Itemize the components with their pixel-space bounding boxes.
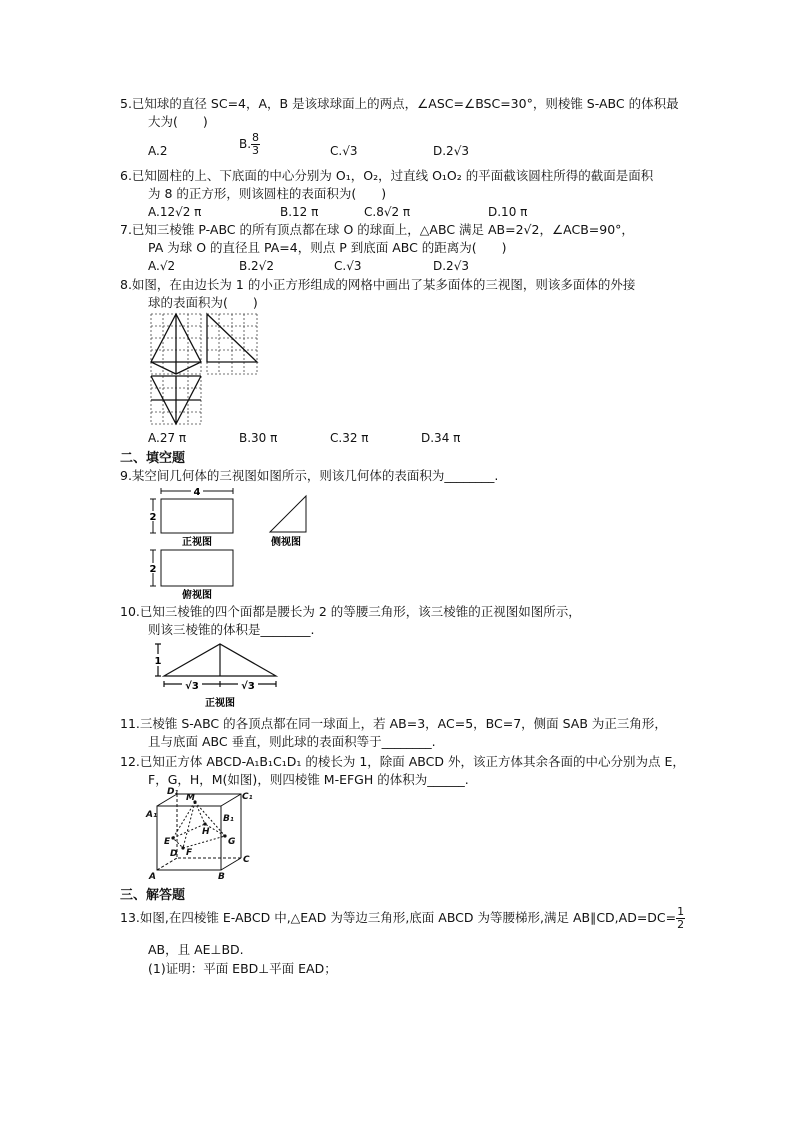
top-view-caption: 俯视图 bbox=[182, 590, 212, 600]
top-view-rect bbox=[161, 550, 233, 586]
q10-line1: 10.已知三棱锥的四个面都是腰长为 2 的等腰三角形，该三棱锥的正视图如图所示， bbox=[120, 604, 581, 619]
q9-line1: 9.某空间几何体的三视图如图所示，则该几何体的表面积为________. bbox=[120, 468, 499, 483]
q6-option-d: D.10 π bbox=[488, 205, 528, 219]
q8-option-a: A.27 π bbox=[148, 431, 187, 445]
dim-label-top: 4 bbox=[193, 487, 201, 498]
q5-option-c: C.√3 bbox=[330, 144, 358, 158]
q8-line2: 球的表面积为( ) bbox=[148, 295, 258, 310]
q5-option-b-prefix: B. bbox=[239, 137, 252, 151]
q11-line2: 且与底面 ABC 垂直，则此球的表面积等于________. bbox=[148, 734, 436, 749]
side-view-caption: 侧视图 bbox=[271, 537, 301, 548]
label-c: C bbox=[243, 855, 250, 865]
dim-label-left1: 2 bbox=[149, 512, 157, 523]
q10-line2: 则该三棱锥的体积是________. bbox=[148, 622, 315, 637]
front-view-caption: 正视图 bbox=[205, 698, 235, 709]
q7-option-a: A.√2 bbox=[148, 259, 176, 273]
point-h bbox=[203, 822, 206, 825]
label-a1: A₁ bbox=[146, 810, 157, 820]
label-h: H bbox=[202, 827, 210, 837]
q13-line3: (1)证明：平面 EBD⊥平面 EAD； bbox=[148, 961, 337, 976]
q6-line1: 6.已知圆柱的上、下底面的中心分别为 O₁，O₂，过直线 O₁O₂ 的平面截该圆柱所得的截面是面积 bbox=[120, 168, 654, 183]
label-d1: D₁ bbox=[167, 787, 179, 797]
q6-option-b: B.12 π bbox=[280, 205, 319, 219]
front-view-rect bbox=[161, 499, 233, 533]
front-view-caption: 正视图 bbox=[182, 537, 212, 548]
q9-three-view-figure bbox=[140, 484, 330, 600]
side-view-triangle bbox=[270, 496, 306, 532]
q5-option-a: A.2 bbox=[148, 144, 168, 158]
label-f: F bbox=[186, 848, 193, 858]
label-a: A bbox=[149, 872, 156, 882]
q12-line1: 12.已知正方体 ABCD-A₁B₁C₁D₁ 的棱长为 1，除面 ABCD 外，该正方体其余各面的中心分别为点 E， bbox=[120, 754, 685, 769]
q5-option-b bbox=[239, 132, 260, 157]
q5-line1: 5.已知球的直径 SC=4，A，B 是该球球面上的两点，∠ASC=∠BSC=30°，则棱锥 S-ABC 的体积最 bbox=[120, 96, 679, 111]
q5-option-d: D.2√3 bbox=[433, 144, 469, 158]
dim-label-right: √3 bbox=[241, 681, 255, 692]
solid-outlines bbox=[151, 314, 257, 424]
q8-three-view-grid-figure bbox=[147, 312, 263, 426]
label-m: M bbox=[186, 793, 195, 803]
q10-front-view-figure bbox=[150, 638, 285, 710]
dim-label-height: 1 bbox=[154, 656, 162, 667]
fraction-numerator: 8 bbox=[252, 131, 260, 144]
label-g: G bbox=[228, 837, 236, 847]
point-f bbox=[181, 846, 184, 849]
fraction-denominator: 3 bbox=[252, 144, 260, 157]
q11-line1: 11.三棱锥 S-ABC 的各顶点都在同一球面上，若 AB=3，AC=5，BC=7，侧面 SAB 为正三角形， bbox=[120, 716, 667, 731]
label-d: D bbox=[170, 849, 178, 859]
label-e: E bbox=[164, 837, 171, 847]
dim-label-left2: 2 bbox=[149, 564, 157, 575]
point-g bbox=[223, 834, 226, 837]
dim-line-base bbox=[164, 681, 276, 687]
fraction-numerator: 1 bbox=[677, 905, 685, 918]
q8-line1: 8.如图，在由边长为 1 的小正方形组成的网格中画出了某多面体的三视图，则该多面体的外接 bbox=[120, 277, 636, 292]
q7-line1: 7.已知三棱锥 P-ABC 的所有顶点都在球 O 的球面上，△ABC 满足 AB=2√2，∠ACB=90°， bbox=[120, 222, 634, 237]
label-c1: C₁ bbox=[242, 792, 253, 802]
q8-option-d: D.34 π bbox=[421, 431, 461, 445]
section-fill-in-blank-title: 二、填空题 bbox=[120, 451, 186, 466]
q13-fraction bbox=[676, 906, 685, 931]
triangle-outline bbox=[164, 644, 276, 676]
label-b: B bbox=[218, 872, 225, 882]
q8-option-c: C.32 π bbox=[330, 431, 369, 445]
section-solution-title: 三、解答题 bbox=[120, 888, 186, 903]
point-e bbox=[171, 836, 174, 839]
q13-line2: AB，且 AE⊥BD. bbox=[148, 942, 244, 957]
q12-line2: F，G，H，M(如图)，则四棱锥 M-EFGH 的体积为______. bbox=[148, 772, 469, 787]
q13-line1-text: 13.如图,在四棱锥 E-ABCD 中,△EAD 为等边三角形,底面 ABCD 为等腰梯形,满足 AB∥CD,AD=DC= bbox=[120, 910, 677, 925]
fraction-denominator: 2 bbox=[677, 918, 685, 931]
q6-line2: 为 8 的正方形，则该圆柱的表面积为( ) bbox=[148, 186, 387, 201]
label-b1: B₁ bbox=[223, 814, 234, 824]
q6-option-c: C.8√2 π bbox=[364, 205, 411, 219]
q7-option-b: B.2√2 bbox=[239, 259, 274, 273]
q5-line2: 大为( ) bbox=[148, 114, 208, 129]
q12-cube-figure bbox=[145, 786, 255, 882]
pyramid-edges bbox=[173, 802, 225, 848]
q7-option-c: C.√3 bbox=[334, 259, 362, 273]
q6-option-a: A.12√2 π bbox=[148, 205, 202, 219]
q13-line1 bbox=[120, 906, 685, 931]
q7-option-d: D.2√3 bbox=[433, 259, 469, 273]
q7-line2: PA 为球 O 的直径且 PA=4，则点 P 到底面 ABC 的距离为( ) bbox=[148, 240, 507, 255]
q8-option-b: B.30 π bbox=[239, 431, 278, 445]
dim-label-left: √3 bbox=[185, 681, 199, 692]
q5-option-b-fraction bbox=[251, 132, 260, 157]
